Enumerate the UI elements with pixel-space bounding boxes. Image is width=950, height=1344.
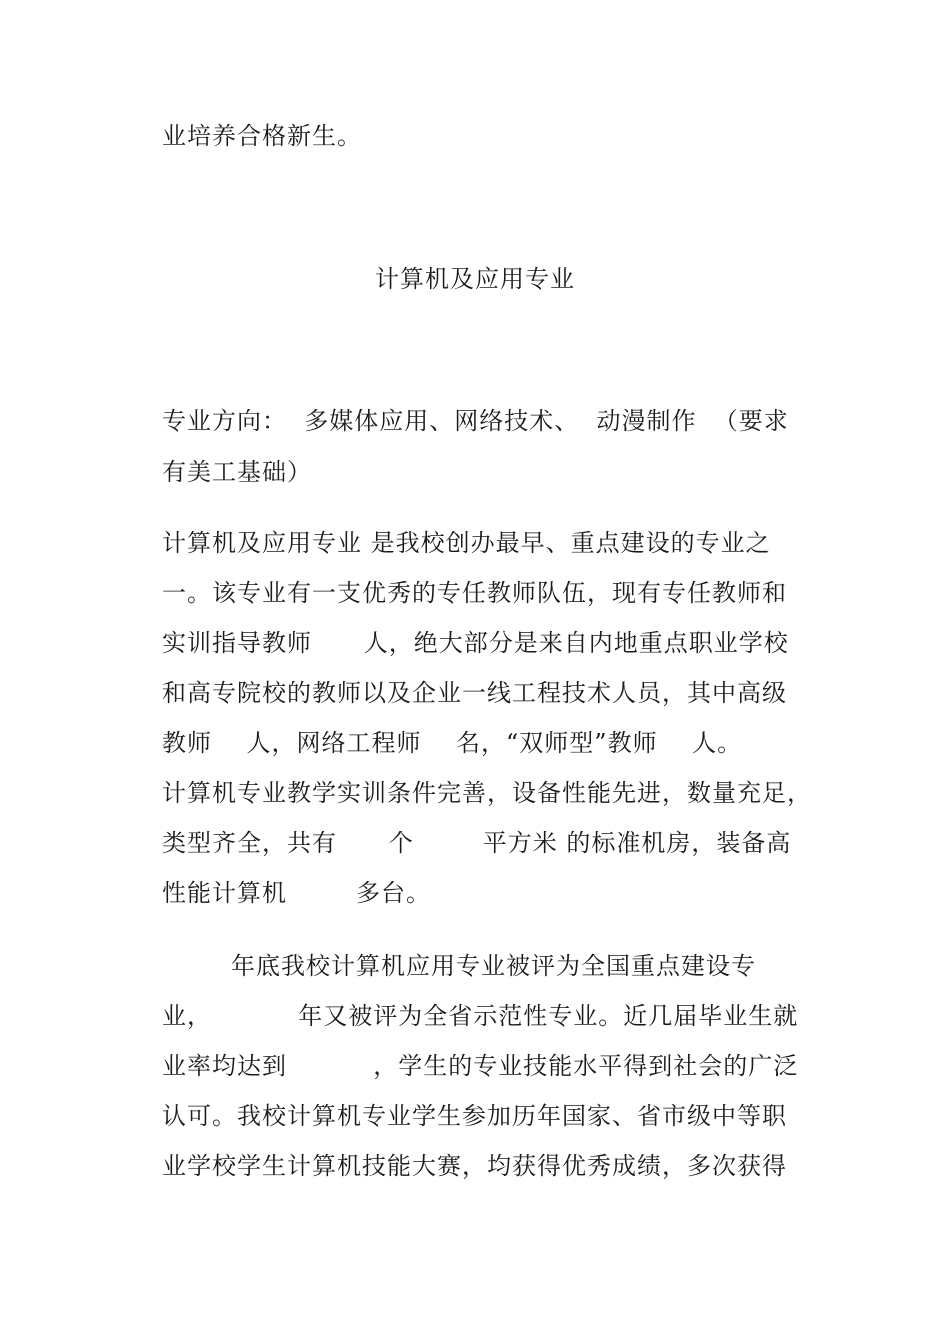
intro-line-7: 类型齐全，共有 个 平方米 的标准机房，装备高	[162, 829, 792, 857]
intro-line-4: 和高专院校的教师以及企业一线工程技术人员，其中高级	[162, 679, 787, 707]
intro-line-8: 性能计算机 多台。	[162, 879, 432, 907]
direction-line-1: 专业方向： 多媒体应用、网络技术、 动漫制作 （要求	[162, 407, 789, 435]
honors-line-4: 认可。我校计算机专业学生参加历年国家、省市级中等职	[162, 1102, 787, 1130]
intro-line-3: 实训指导教师 人，绝大部分是来自内地重点职业学校	[162, 629, 789, 657]
direction-line-2: 有美工基础）	[162, 458, 312, 486]
honors-line-2: 业， 年又被评为全省示范性专业。近几届毕业生就	[162, 1002, 799, 1030]
intro-line-2: 一。该专业有一支优秀的专任教师队伍，现有专任教师和	[162, 579, 787, 607]
intro-line-6: 计算机专业教学实训条件完善，设备性能先进，数量充足，	[162, 779, 812, 807]
intro-line-1: 计算机及应用专业 是我校创办最早、重点建设的专业之	[162, 529, 771, 557]
section-title: 计算机及应用专业	[375, 265, 575, 293]
intro-line-5: 教师 人，网络工程师 名，“双师型”教师 人。	[162, 729, 743, 757]
honors-line-1: 年底我校计算机应用专业被评为全国重点建设专	[162, 952, 757, 980]
continuation-line: 业培养合格新生。	[162, 122, 362, 150]
honors-line-3: 业率均达到 ，学生的专业技能水平得到社会的广泛	[162, 1052, 799, 1080]
honors-line-5: 业学校学生计算机技能大赛，均获得优秀成绩，多次获得	[162, 1152, 787, 1180]
